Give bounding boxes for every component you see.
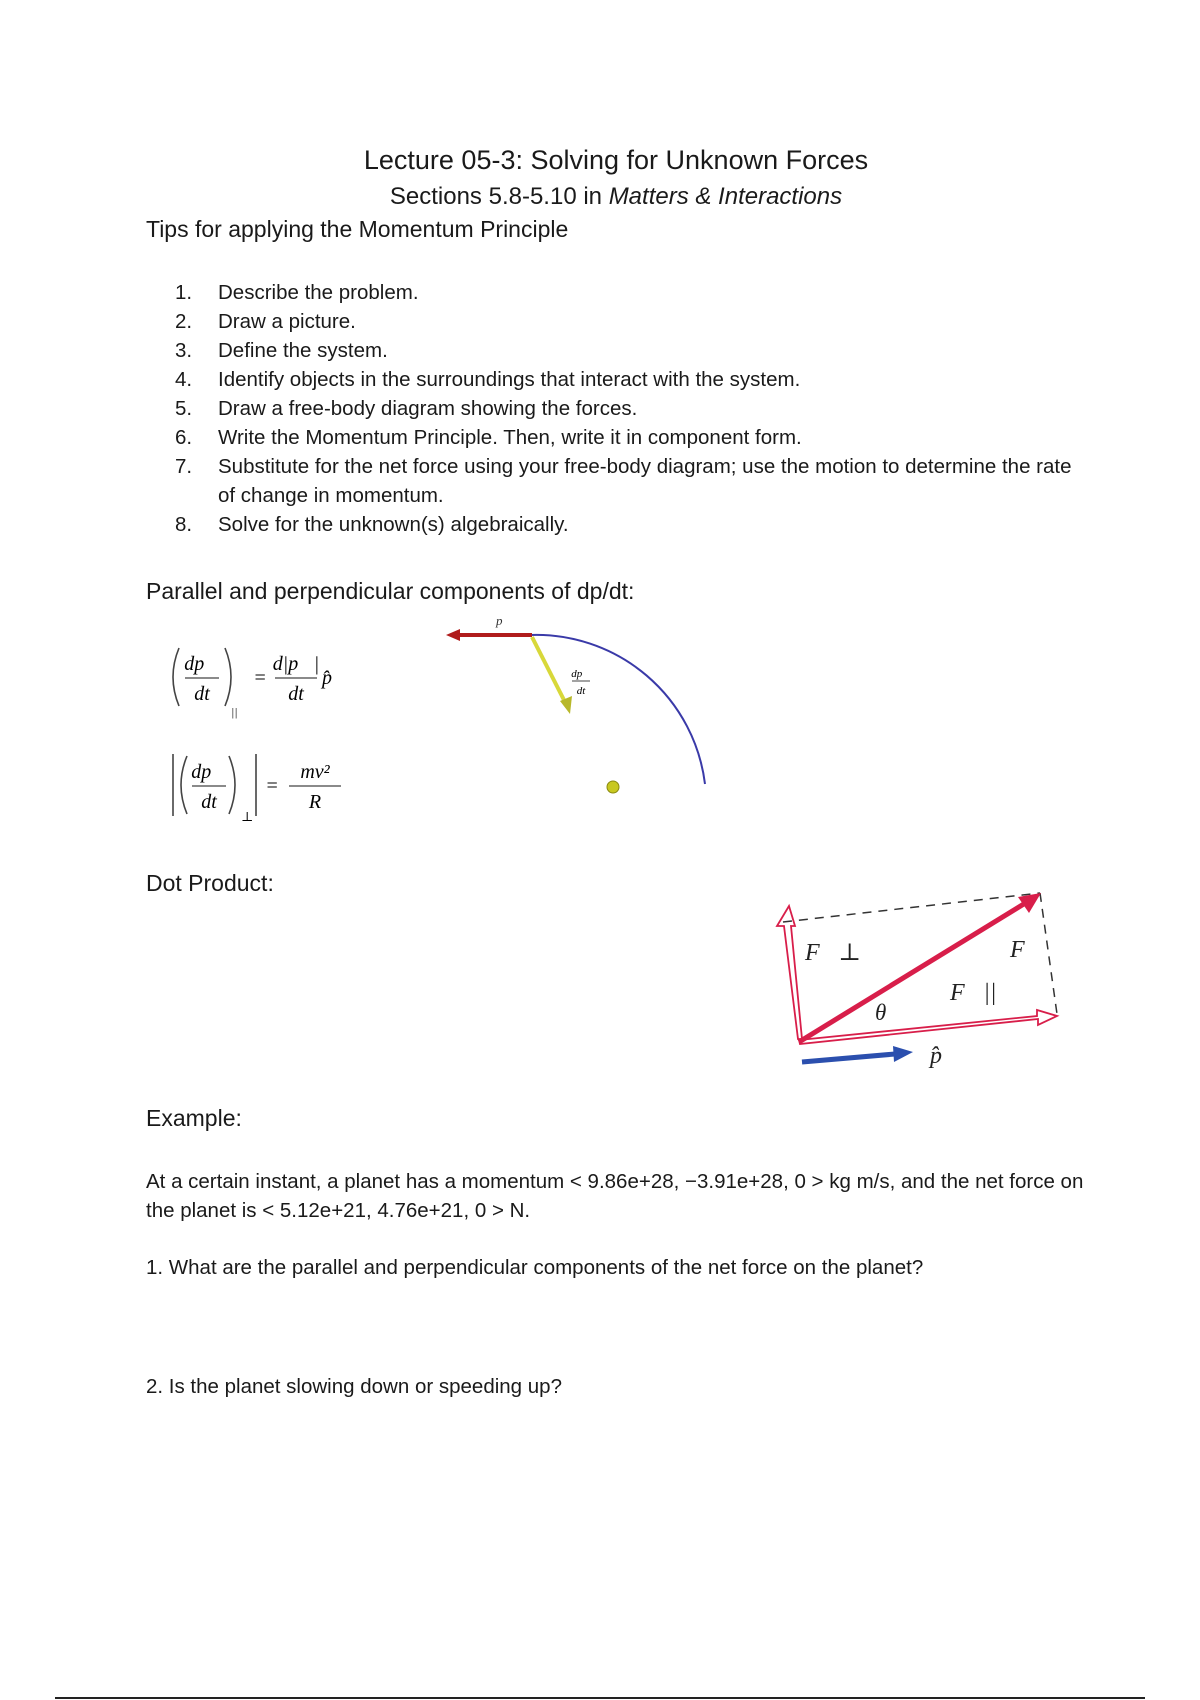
f-label: F⃗ — [1010, 937, 1044, 963]
p-hat-arrowhead — [893, 1046, 913, 1062]
question-1: 1. What are the parallel and perpendicular components of the net force on the planet? — [146, 1256, 924, 1279]
list-item: 4. Identify objects in the surroundings that interact with the system. — [175, 368, 801, 391]
dpdt-numerator: dp⃗ — [571, 668, 591, 680]
eq1-subscript: || — [231, 705, 238, 719]
list-item: 3. Define the system. — [175, 339, 388, 362]
tips-list — [175, 278, 1075, 539]
eq2-rhs-numerator: mv² — [300, 761, 330, 783]
eq1-p-hat: p̂ — [322, 667, 332, 689]
list-item: 6. Write the Momentum Principle. Then, write it in component form. — [175, 426, 802, 449]
list-item: 8. Solve for the unknown(s) algebraically. — [175, 513, 569, 536]
f-perp-label: F⃗⊥ — [805, 940, 861, 966]
page-subtitle — [0, 183, 1200, 211]
list-item: 7. Substitute for the net force using your free-body diagram; use the motion to determine the rate of change in momentum. — [175, 455, 1072, 507]
eq1-lhs-denominator: dt — [194, 683, 210, 705]
momentum-arrowhead — [446, 629, 460, 641]
eq1-lhs-numerator: dp⃗ — [184, 653, 220, 675]
list-item: 1. Describe the problem. — [175, 281, 419, 304]
perpendicular-equation — [165, 748, 355, 838]
eq1-rhs-numerator: d|p⃗| — [272, 653, 320, 675]
tips-heading: Tips for applying the Momentum Principle — [146, 216, 569, 242]
question-2: 2. Is the planet slowing down or speeding up? — [146, 1375, 562, 1398]
dot-product-diagram — [765, 880, 1075, 1070]
theta-label: θ — [875, 1000, 887, 1025]
eq2-lhs-numerator: dp⃗ — [191, 761, 227, 783]
p-hat-label: p̂ — [930, 1043, 942, 1069]
subtitle-prefix: Sections 5.8-5.10 in — [389, 183, 609, 210]
example-heading: Example: — [146, 1105, 242, 1131]
components-heading: Parallel and perpendicular components of dp/dt: — [146, 578, 635, 604]
eq2-equals: = — [265, 775, 279, 797]
list-item: 2. Draw a picture. — [175, 310, 356, 333]
perpendicular-component-arrow — [777, 906, 802, 1039]
p-hat-arrow — [802, 1054, 895, 1062]
footer-divider — [55, 1697, 1145, 1699]
parallel-equation — [165, 640, 355, 730]
f-parallel-label: F⃗|| — [950, 980, 997, 1006]
subtitle-book: Matters & Interactions — [608, 183, 843, 210]
eq2-lhs-denominator: dt — [201, 791, 217, 813]
dpdt-denominator: dt — [576, 685, 586, 697]
rate-of-change-arrow — [532, 637, 566, 704]
momentum-label: p⃗ — [496, 613, 513, 628]
eq1-equals: = — [253, 667, 267, 689]
page-title: Lecture 05-3: Solving for Unknown Forces — [363, 145, 869, 175]
eq2-rhs-denominator: R — [308, 791, 322, 813]
circular-motion-diagram — [440, 608, 720, 798]
list-item: 5. Draw a free-body diagram showing the forces. — [175, 397, 638, 420]
circular-path — [530, 635, 705, 784]
example-problem: At a certain instant, a planet has a momentum < 9.86e+28, −3.91e+28, 0 > kg m/s, and the net force on the planet is < 5.12e+21, 4.76e+21, 0 > N. — [146, 1170, 1084, 1222]
center-point — [607, 781, 619, 793]
dot-product-heading: Dot Product: — [146, 870, 274, 896]
parallel-component-arrow — [799, 1010, 1057, 1044]
eq1-rhs-denominator: dt — [288, 683, 304, 705]
eq2-subscript: ⊥ — [241, 809, 254, 824]
